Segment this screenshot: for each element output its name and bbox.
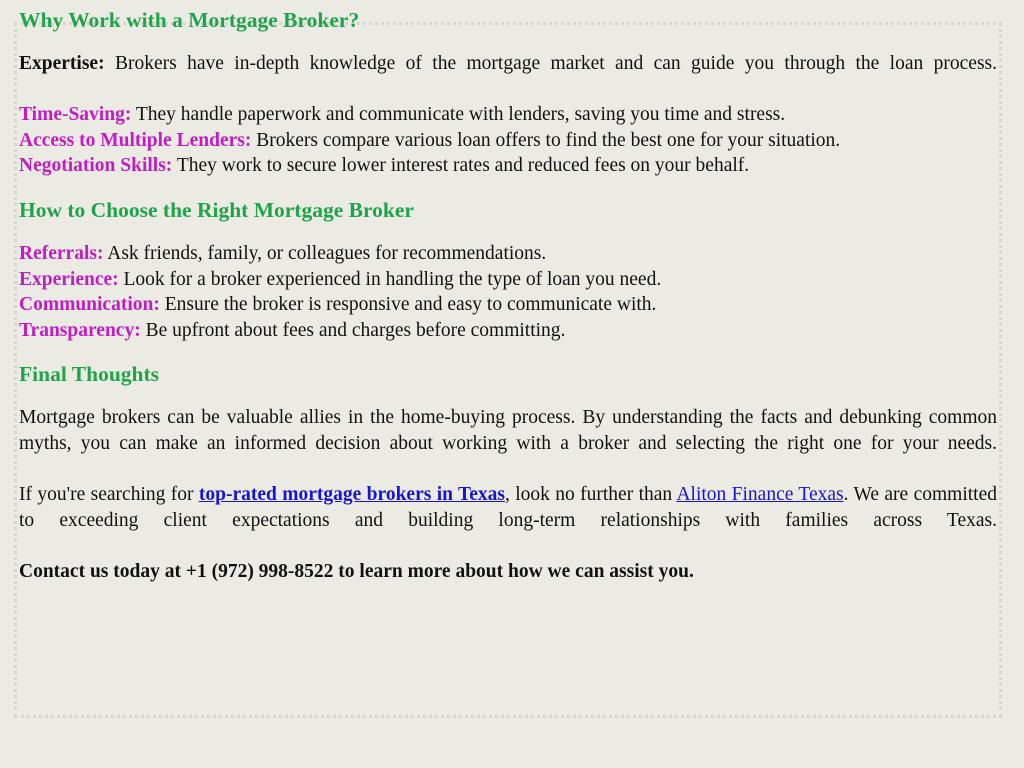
search-mid: , look no further than (504, 484, 673, 506)
term-transparency: Transparency: (19, 319, 141, 341)
search-prefix: If you're searching for (19, 484, 194, 506)
term-communication: Communication: (19, 294, 160, 316)
item-communication (19, 292, 997, 318)
search-suffix: . We are committed to exceeding client expectations and building long-term relationships with families across Texas. (19, 484, 997, 531)
search-paragraph (19, 482, 997, 533)
term-multiple-lenders: Access to Multiple Lenders: (19, 129, 252, 151)
text-experience: Look for a broker experienced in handling the type of loan you need. (123, 268, 662, 290)
text-negotiation: They work to secure lower interest rates and reduced fees on your behalf. (176, 155, 750, 177)
term-negotiation: Negotiation Skills: (19, 155, 173, 177)
text-referrals: Ask friends, family, or colleagues for recommendations. (107, 242, 547, 264)
heading-choose-broker: How to Choose the Right Mortgage Broker (19, 197, 414, 222)
item-experience (19, 267, 997, 293)
contact-line: Contact us today at +1 (972) 998-8522 to learn more about how we can assist you. (19, 560, 694, 582)
text-multiple-lenders: Brokers compare various loan offers to find the best one for your situation. (256, 129, 841, 151)
text-transparency: Be upfront about fees and charges before committing. (145, 319, 566, 341)
item-transparency (19, 318, 997, 344)
term-expertise: Expertise: (19, 53, 105, 74)
item-referrals (19, 241, 997, 267)
text-time-saving: They handle paperwork and communicate with lenders, saving you time and stress. (135, 104, 786, 126)
final-paragraph: Mortgage brokers can be valuable allies in the home-buying process. By understanding the facts and debunking common myths, you can make an informed decision about working with a broker and selecting the right one for your needs. (19, 407, 997, 454)
term-experience: Experience: (19, 268, 119, 290)
item-negotiation (19, 153, 997, 179)
text-communication: Ensure the broker is responsive and easy to communicate with. (164, 294, 657, 316)
heading-why-broker: Why Work with a Mortgage Broker? (19, 8, 360, 32)
item-time-saving (19, 102, 997, 128)
item-multiple-lenders (19, 128, 997, 154)
document-body (19, 6, 997, 585)
item-expertise (19, 51, 997, 77)
term-referrals: Referrals: (19, 242, 104, 264)
aliton-finance-link[interactable]: Aliton Finance Texas (676, 484, 844, 506)
term-time-saving: Time-Saving: (19, 104, 132, 126)
heading-final-thoughts: Final Thoughts (19, 362, 160, 387)
top-rated-brokers-link[interactable]: top-rated mortgage brokers in Texas (198, 484, 505, 506)
text-expertise: Brokers have in-depth knowledge of the mortgage market and can guide you through the loan process. (114, 53, 998, 74)
